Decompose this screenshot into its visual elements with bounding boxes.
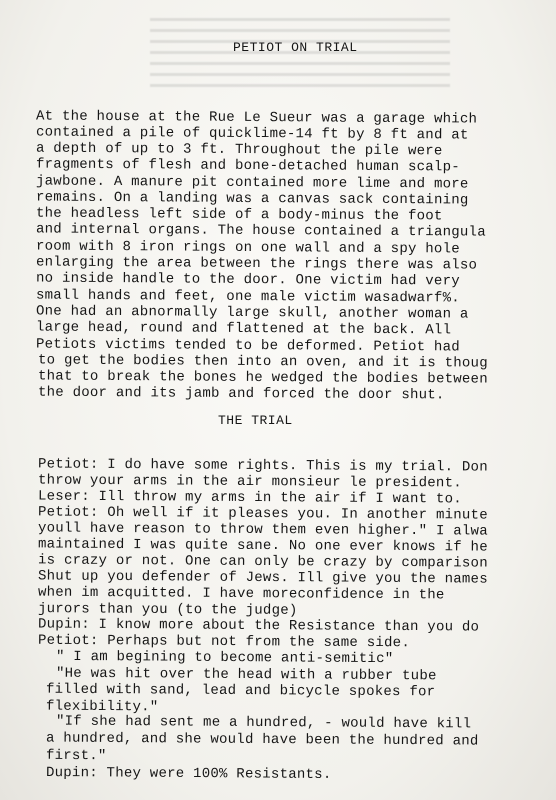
text-line: jurors than you (to the judge) [37,601,298,619]
text-line: flexibility." [45,698,159,716]
text-line: that to break the bones he wedged the bodies between [37,368,488,388]
text-line: Petiot: Oh well if it pleases you. In another minute [37,504,488,524]
text-line: no inside handle to the door. One victim had very [35,270,460,290]
text-line: Dupin: I know more about the Resistance than you do [37,616,480,636]
text-line: jawbone. A manure pit contained more lime and more [35,173,469,193]
text-line: room with 8 iron rings on one wall and a spy hole [35,238,460,258]
section-heading: THE TRIAL [218,413,293,428]
text-line: At the house at the Rue Le Sueur was a garage which [35,108,478,128]
text-line: filled with sand, lead and bicycle spokes for [45,681,436,701]
text-line: first." [45,747,107,765]
text-line: the headless left side of a body-minus the foot [35,205,443,225]
text-line: throw your arms in the air monsieur le president. [37,472,462,492]
text-line: large head, round and flattened at the back. All [35,319,452,339]
text-line: fragments of flesh and bone-detached human scalp- [35,156,460,176]
text-line: when im acquitted. I have moreconfidence in the [37,584,445,604]
text-line: Shut up you defender of Jews. Ill give you the names [37,568,488,588]
text-line: maintained I was quite sane. No one ever knows if he [37,536,488,556]
text-line: "If she had sent me a hundred, - would have kill [55,713,472,733]
text-line: Petiots victims tended to be deformed. Petiot had [35,336,460,356]
page-title: PETIOT ON TRIAL [233,40,358,55]
text-line: Petiot: I do have some rights. This is my trial. Don [37,456,488,476]
text-line: One had an abnormally large skull, another woman a [35,303,469,323]
text-line: contained a pile of quicklime-14 ft by 8 ft and at [35,124,469,144]
text-line: small hands and feet, one male victim wasadwarf%. [35,287,460,307]
text-line: and internal organs. The house contained a triangula [35,221,486,241]
text-line: youll have reason to throw them even higher." I alwa [37,520,488,540]
text-line: the door and its jamb and forced the door shut. [37,384,445,404]
text-line: Petiot: Perhaps but not from the same side. [37,632,411,652]
text-line: "He was hit over the head with a rubber tube [55,665,437,685]
text-line: to get the bodies then into an oven, and it is thoug [37,352,488,372]
text-line: remains. On a landing was a canvas sack containing [35,189,469,209]
text-line: " I am begining to become anti-semitic" [55,648,394,668]
text-line: Dupin: They were 100% Resistants. [45,765,332,783]
text-line: a depth of up to 3 ft. Throughout the pile were [35,140,443,160]
text-line: is crazy or not. One can only be crazy by comparison [37,552,488,572]
text-line: a hundred, and she would have been the hundred and [45,730,479,750]
text-line: enlarging the area between the rings there was also [35,254,478,274]
text-line: Leser: Ill throw my arms in the air if I want to. [37,488,462,508]
